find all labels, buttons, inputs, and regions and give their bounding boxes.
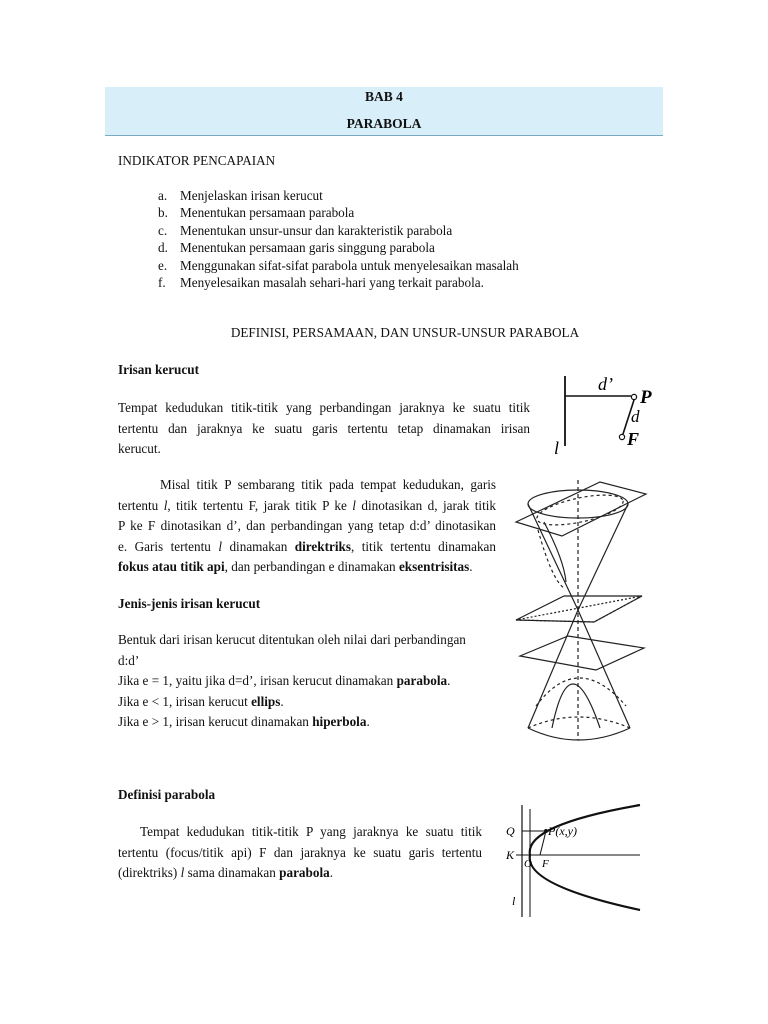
list-item: c. Menentukan unsur-unsur dan karakteristik parabola (158, 222, 453, 238)
irisan-heading: Irisan kerucut (118, 362, 199, 377)
list-item: e. Menggunakan sifat-sifat parabola untuk menyelesaikan masalah (158, 257, 519, 273)
jenis-heading: Jenis-jenis irisan kerucut (118, 596, 261, 611)
parabola-diagram (500, 795, 642, 923)
list-item: f. Menyelesaikan masalah sehari-hari yang terkait parabola. (158, 274, 484, 290)
irisan-paragraph-1: Tempat kedudukan titik-titik yang perbandingan jaraknya ke suatu titik tertentu dan jaraknya ke suatu garis tertentu tetap dinamakan irisan kerucut. (118, 400, 530, 457)
label-p: P (640, 387, 652, 408)
chapter-title: PARABOLA (346, 116, 422, 131)
label-f: F (627, 429, 640, 449)
list-item: d. Menentukan persamaan garis singgung parabola (158, 240, 435, 256)
cone-side (528, 504, 578, 610)
lower-cone-rim (528, 728, 630, 740)
irisan-paragraph-2: Misal titik P sembarang titik pada tempat kedudukan, garis tertentu l, titik tertentu F, jarak titik P ke l dinotasikan d, jarak titik P ke F dinotasikan d’, dan perbandingan yang tetap d:d’ dinotasikan e. Garis tertentu l dinamakan direktriks, titik tertentu dinamakan fokus atau titik api, dan perbandingan e dinamakan eksentrisitas. (118, 477, 497, 575)
definisi-paragraph: Tempat kedudukan titik-titik P yang jaraknya ke suatu titik tertentu (focus/titik api) F dan jaraknya ke suatu garis tertentu (direktriks) l sama dinamakan parabola. (118, 824, 482, 881)
label-o: O (524, 858, 532, 870)
label-q: Q (506, 824, 515, 838)
double-cone-figure (508, 470, 650, 750)
chapter-banner (105, 87, 663, 136)
cone-side (578, 504, 628, 610)
point-p (631, 394, 636, 399)
hyperbola-curve (552, 684, 600, 728)
point-f (619, 434, 624, 439)
hyperbola-cutting-plane (520, 636, 644, 670)
label-d: d (631, 407, 640, 426)
indicator-list (158, 187, 519, 291)
list-item: a. Menjelaskan irisan kerucut (158, 188, 323, 203)
label-k: K (506, 848, 515, 862)
indicators-heading: INDIKATOR PENCAPAIAN (118, 153, 276, 168)
definisi-heading: Definisi parabola (118, 787, 216, 802)
label-f: F (542, 858, 549, 870)
jenis-paragraph: Bentuk dari irisan kerucut ditentukan oleh nilai dari perbandingan d:d’ Jika e = 1, yaitu jika d=d’, irisan kerucut dinamakan parabola. Jika e < 1, irisan kerucut ellips. Jika e > 1, irisan kerucut dinamakan hiperbola. (118, 632, 466, 730)
chapter-number: BAB 4 (365, 89, 403, 104)
cone-side (528, 610, 578, 728)
list-item: b. Menentukan persamaan parabola (158, 205, 355, 221)
label-l: l (512, 894, 516, 908)
cone-side (578, 610, 630, 728)
section-title: DEFINISI, PERSAMAAN, DAN UNSUR-UNSUR PARABOLA (230, 325, 580, 340)
label-d-prime: d’ (598, 374, 613, 394)
label-p: P(x,y) (548, 824, 577, 838)
label-l: l (554, 438, 560, 458)
distance-diagram (535, 362, 665, 462)
